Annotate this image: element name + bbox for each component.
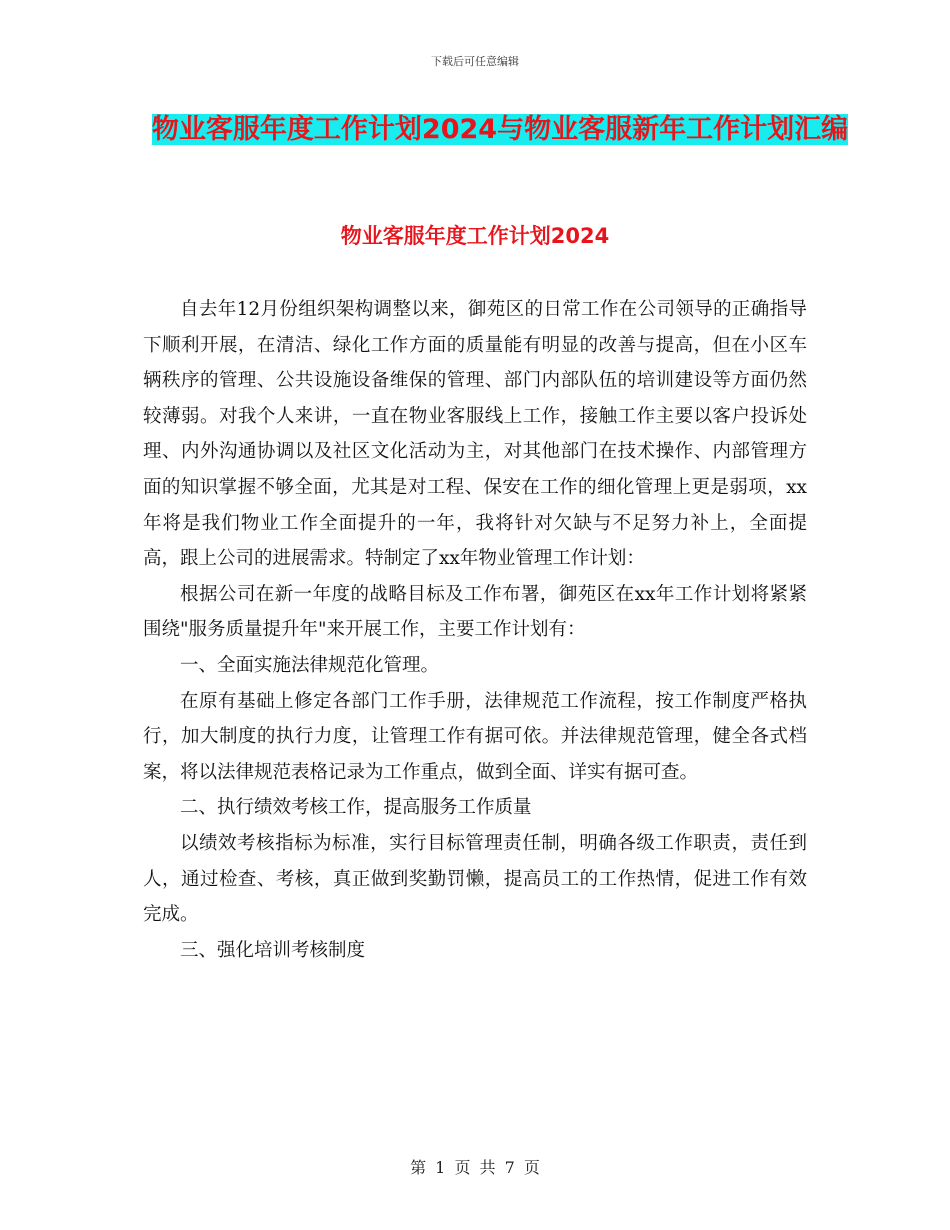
- page-footer: 第 1 页 共 7 页: [410, 1158, 540, 1177]
- section-title: 物业客服年度工作计划2024: [340, 224, 610, 248]
- document-title-text: 物业客服年度工作计划2024与物业客服新年工作计划汇编: [151, 114, 849, 145]
- paragraph: 二、执行绩效考核工作，提高服务工作质量: [180, 797, 532, 819]
- document-body: [143, 292, 807, 968]
- header-note: 下载后可任意编辑: [431, 55, 519, 68]
- paragraph: 一、全面实施法律规范化管理。: [180, 654, 440, 676]
- paragraph: 自去年12月份组织架构调整以来，御苑区的日常工作在公司领导的正确指导下顺利开展，在清洁、绿化工作方面的质量能有明显的改善与提高，但在小区车辆秩序的管理、公共设施设备维保的管理、部门内部队伍的培训建设等方面仍然较薄弱。对我个人来讲，一直在物业客服线上工作，接触工作主要以客户投诉处理、内外沟通协调以及社区文化活动为主，对其他部门在技术操作、内部管理方面的知识掌握不够全面，尤其是对工程、保安在工作的细化管理上更是弱项，xx年将是我们物业工作全面提升的一年，我将针对欠缺与不足努力补上，全面提高，跟上公司的进展需求。特制定了xx年物业管理工作计划：: [143, 299, 807, 570]
- paragraph: 三、强化培训考核制度: [180, 939, 366, 961]
- paragraph: 根据公司在新一年度的战略目标及工作布署，御苑区在xx年工作计划将紧紧围绕"服务质量提升年"来开展工作，主要工作计划有：: [143, 583, 807, 641]
- paragraph: 在原有基础上修定各部门工作手册，法律规范工作流程，按工作制度严格执行，加大制度的执行力度，让管理工作有据可依。并法律规范管理，健全各式档案，将以法律规范表格记录为工作重点，做到全面、详实有据可查。: [143, 690, 807, 783]
- paragraph: 以绩效考核指标为标准，实行目标管理责任制，明确各级工作职责，责任到人，通过检查、考核，真正做到奖勤罚懒，提高员工的工作热情，促进工作有效完成。: [143, 832, 807, 926]
- document-title: [150, 108, 850, 152]
